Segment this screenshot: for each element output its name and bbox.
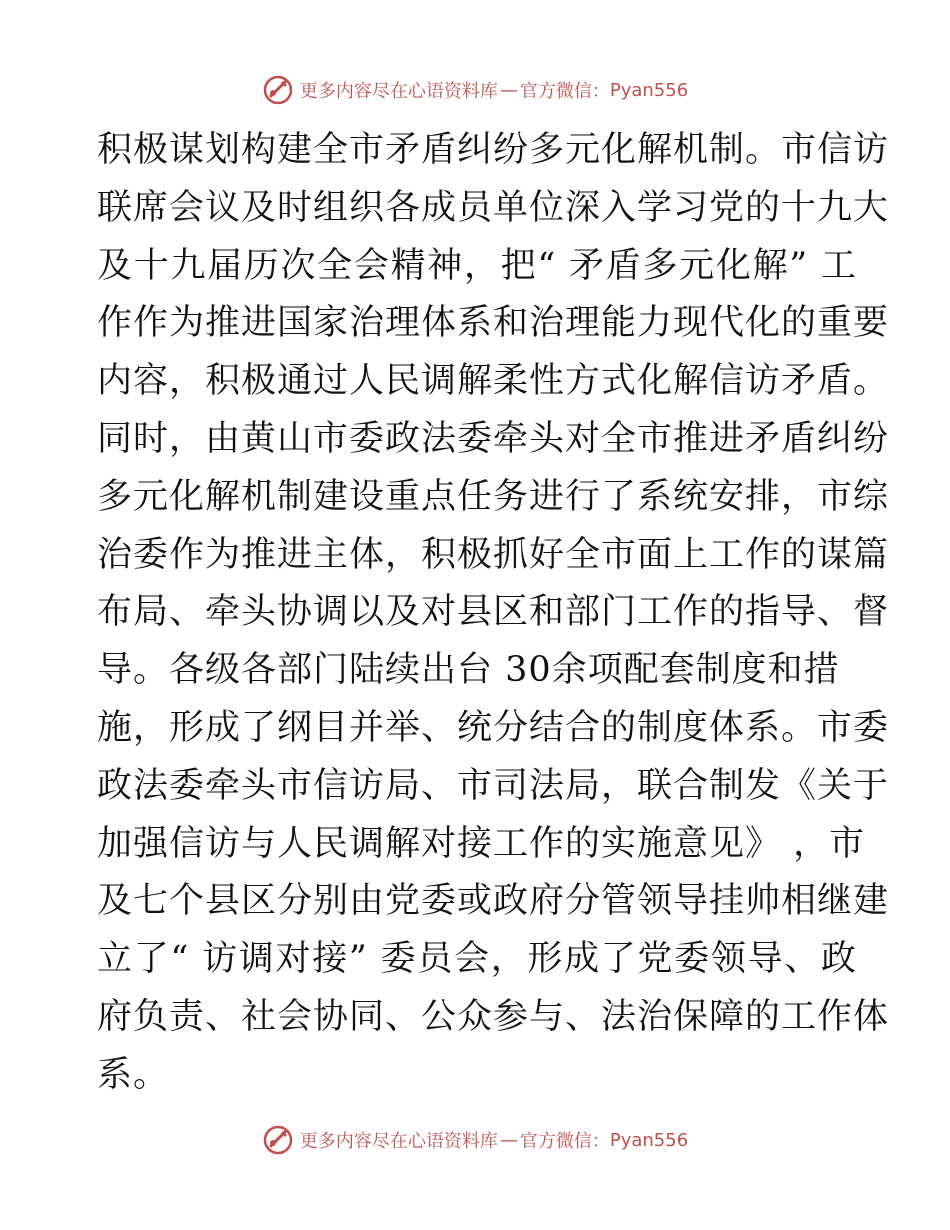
brand-logo-icon bbox=[262, 1124, 294, 1156]
body-line: 立了“ 访调对接” 委员会，形成了党委领导、政 bbox=[97, 939, 857, 980]
body-line: 治委作为推进主体，积极抓好全市面上工作的谋篇 bbox=[97, 534, 890, 575]
footer-wechat-id: Pyan556 bbox=[609, 1129, 689, 1151]
body-line: 加强信访与人民调解对接工作的实施意见》 ，市 bbox=[97, 823, 866, 864]
body-line: 及十九届历次全会精神，把“ 矛盾多元化解” 工 bbox=[97, 245, 857, 286]
header-wechat-label: 官方微信： bbox=[519, 81, 610, 102]
header-dash: — bbox=[499, 79, 518, 101]
body-line: 导。各级各部门陆续出台 30余项配套制度和措 bbox=[97, 650, 840, 691]
brand-logo-icon bbox=[262, 74, 294, 106]
footer-banner bbox=[0, 1120, 950, 1160]
footer-wechat-label: 官方微信： bbox=[519, 1131, 610, 1152]
body-line: 政法委牵头市信访局、市司法局，联合制发《关于 bbox=[97, 765, 890, 806]
header-banner bbox=[0, 70, 950, 110]
body-line: 系。 bbox=[97, 1054, 170, 1095]
footer-dash: — bbox=[499, 1129, 518, 1151]
body-line: 布局、牵头协调以及对县区和部门工作的指导、督 bbox=[97, 592, 890, 633]
body-line: 多元化解机制建设重点任务进行了系统安排，市综 bbox=[97, 476, 890, 517]
header-wechat-id: Pyan556 bbox=[609, 79, 689, 101]
body-line: 内容，积极通过人民调解柔性方式化解信访矛盾。 bbox=[97, 361, 890, 402]
body-line: 施，形成了纲目并举、统分结合的制度体系。市委 bbox=[97, 707, 890, 748]
body-line: 及七个县区分别由党委或政府分管领导挂帅相继建 bbox=[97, 881, 890, 922]
body-line: 积极谋划构建全市矛盾纠纷多元化解机制。市信访 bbox=[97, 130, 890, 170]
footer-promo-text: 更多内容尽在心语资料库 bbox=[299, 1131, 498, 1152]
body-line: 府负责、社会协同、公众参与、法治保障的工作体 bbox=[97, 996, 890, 1037]
header-promo-text: 更多内容尽在心语资料库 bbox=[299, 81, 498, 102]
document-body bbox=[97, 122, 890, 1105]
body-line: 联席会议及时组织各成员单位深入学习党的十九大 bbox=[97, 187, 890, 228]
body-line: 作作为推进国家治理体系和治理能力现代化的重要 bbox=[97, 303, 890, 344]
body-line: 同时，由黄山市委政法委牵头对全市推进矛盾纠纷 bbox=[97, 418, 890, 459]
